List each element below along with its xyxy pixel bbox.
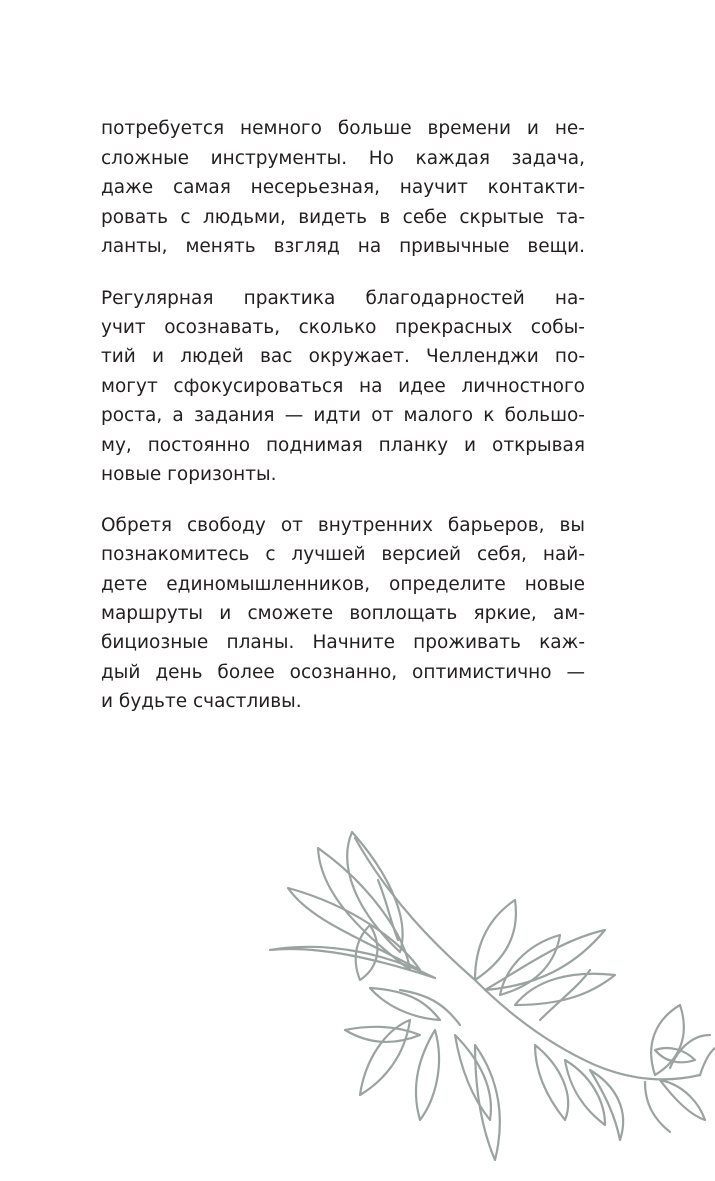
paragraph-1-line-3: даже самая несерьезная, научит контакти- bbox=[101, 177, 585, 198]
paragraph-3-line-3: дете единомышленников, определите новые bbox=[101, 574, 585, 595]
paragraph-3-line-6: дый день более осознанно, оптимистично — bbox=[101, 662, 585, 683]
paragraph-3-line-4: маршруты и сможете воплощать яркие, ам- bbox=[101, 603, 585, 624]
paragraph-1-line-1: потребуется немного больше времени и не- bbox=[101, 118, 585, 139]
paragraph-3-line-5: бициозные планы. Начните проживать каж- bbox=[101, 632, 585, 653]
paragraph-2-line-1: Регулярная практика благодарностей на- bbox=[101, 288, 585, 309]
paragraph-3-line-7: и будьте счастливы. bbox=[101, 691, 302, 712]
paragraph-1-line-5: ланты, менять взгляд на привычные вещи. bbox=[101, 236, 585, 257]
paragraph-2-line-6: му, постоянно поднимая планку и открывая bbox=[101, 435, 585, 456]
paragraph-2-line-7: новые горизонты. bbox=[101, 464, 277, 485]
leafy-branch-illustration-icon bbox=[260, 820, 715, 1181]
paragraph-2-line-5: роста, а задания — идти от малого к большо- bbox=[101, 405, 585, 426]
paragraph-3-line-1: Обретя свободу от внутренних барьеров, вы bbox=[101, 515, 585, 536]
paragraph-2-line-4: могут сфокусироваться на идее личностного bbox=[101, 376, 585, 397]
paragraph-1-line-2: сложные инструменты. Но каждая задача, bbox=[101, 148, 585, 169]
paragraph-2-line-3: тий и людей вас окружает. Челленджи по- bbox=[101, 346, 585, 367]
paragraph-2-line-2: учит осознавать, сколько прекрасных собы- bbox=[101, 317, 585, 338]
paragraph-1-line-4: ровать с людьми, видеть в себе скрытые та- bbox=[101, 207, 585, 228]
paragraph-3-line-2: познакомитесь с лучшей версией себя, най- bbox=[101, 544, 585, 565]
